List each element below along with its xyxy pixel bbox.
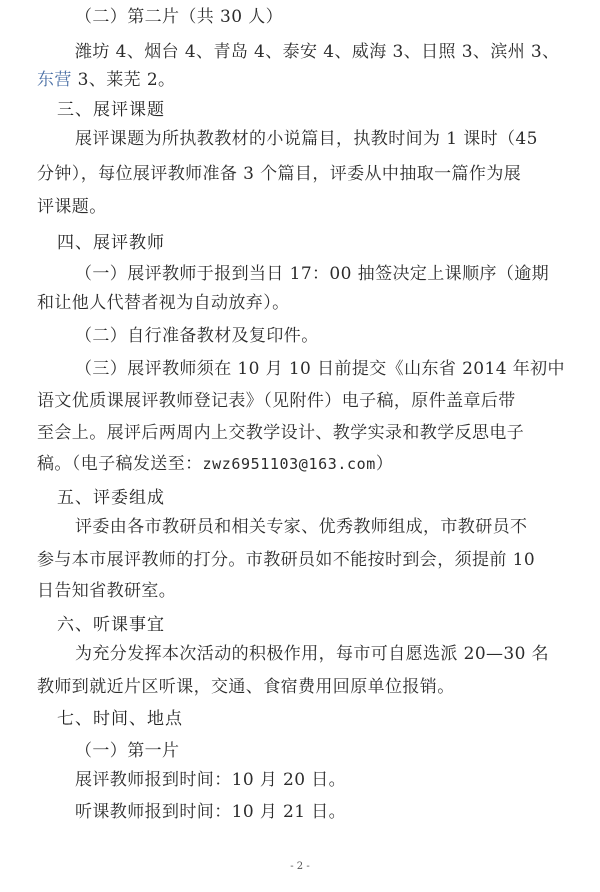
section-heading-topic: 三、展评课题 [57,100,165,120]
teachers-item-1-line-1: （一）展评教师于报到当日 17：00 抽签决定上课顺序（逾期 [75,264,550,284]
teachers-item-3-line-1: （三）展评教师须在 10 月 10 日前提交《山东省 2014 年初中 [75,359,565,379]
judges-paragraph-line-3: 日告知省教研室。 [37,581,177,601]
city-name-dongying: 东营 [37,70,72,90]
section-heading-judges: 五、评委组成 [57,488,165,508]
teachers-item-1-line-2: 和让他人代替者视为自动放弃）。 [37,293,290,313]
teachers-item-3-line-3: 至会上。展评后两周内上交教学设计、教学实录和教学反思电子 [37,423,525,443]
observer-arrival-time: 听课教师报到时间：10 月 21 日。 [75,802,347,822]
observation-paragraph-line-2: 教师到就近片区听课，交通、食宿费用回原单位报销。 [37,677,455,697]
section-heading-teachers: 四、展评教师 [57,233,165,253]
topic-paragraph-line-1: 展评课题为所执教教材的小说篇目，执教时间为 1 课时（45 [75,129,538,149]
city-quota-line-continued [37,69,175,91]
judges-paragraph-line-2: 参与本市展评教师的打分。市教研员如不能按时到会，须提前 10 [37,550,536,570]
email-prefix: 稿。（电子稿发送至： [37,454,203,474]
section-heading-time-place: 七、时间、地点 [57,709,183,729]
observation-paragraph-line-1: 为充分发挥本次活动的积极作用，每市可自愿选派 20—30 名 [75,644,550,664]
teacher-arrival-time: 展评教师报到时间：10 月 20 日。 [75,770,347,790]
topic-paragraph-line-2: 分钟），每位展评教师准备 3 个篇目，评委从中抽取一篇作为展 [37,164,522,184]
subsection-heading-zone-one: （一）第一片 [75,741,180,761]
teachers-item-2: （二）自行准备教材及复印件。 [75,326,319,346]
teachers-item-3-line-2: 语文优质课展评教师登记表》（见附件）电子稿，原件盖章后带 [37,391,516,411]
topic-paragraph-line-3: 评课题。 [37,197,107,217]
page-number: - 2 - [290,861,310,872]
email-suffix: ） [375,454,394,474]
teachers-item-3-line-4 [37,453,393,475]
city-quota-tail: 3、莱芜 2。 [71,70,176,90]
section-heading-observation: 六、听课事宜 [57,615,165,635]
city-quota-line: 潍坊 4、烟台 4、青岛 4、泰安 4、威海 3、日照 3、滨州 3、 [75,42,560,62]
judges-paragraph-line-1: 评委由各市教研员和相关专家、优秀教师组成，市教研员不 [75,517,528,537]
email-address: zwz6951103@163.com [202,455,376,473]
subsection-heading-zone-two: （二）第二片（共 30 人） [75,7,284,27]
